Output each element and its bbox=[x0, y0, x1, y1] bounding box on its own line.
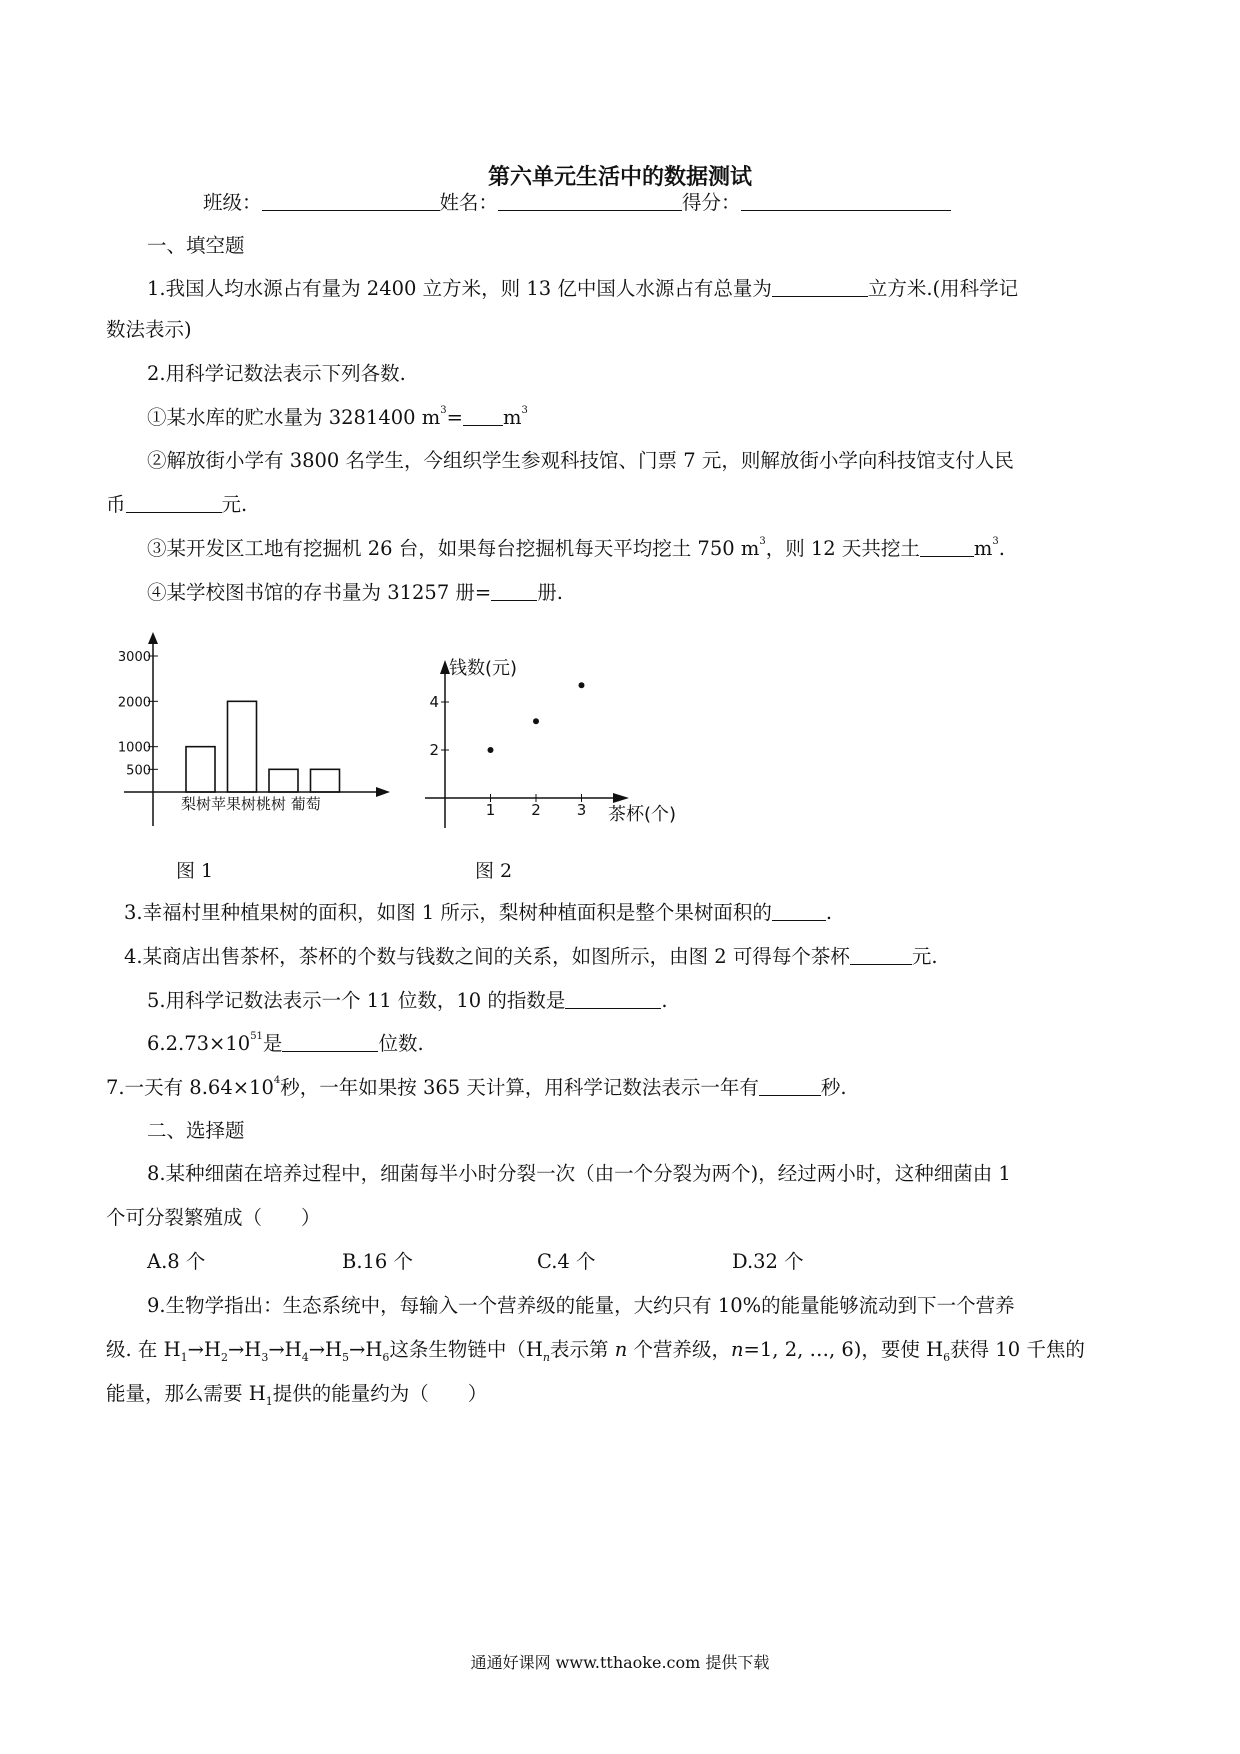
option-d: D.32 个 bbox=[732, 1250, 804, 1273]
question-4-text-end: 元. bbox=[911, 945, 938, 968]
subscript: 5 bbox=[342, 1350, 350, 1364]
bar-桃树 bbox=[269, 769, 298, 792]
class-label: 班级： bbox=[203, 191, 262, 214]
answer-blank bbox=[772, 274, 868, 297]
q9-arrow: →H bbox=[349, 1338, 383, 1361]
section-heading-choice: 二、选择题 bbox=[147, 1119, 245, 1142]
figure-1-caption: 图 1 bbox=[176, 860, 214, 882]
question-9-line2 bbox=[106, 1336, 1085, 1364]
figure-2-scatter-chart bbox=[415, 650, 715, 830]
q9-text: 级. 在 H bbox=[106, 1338, 181, 1361]
q9-text: 个营养级， bbox=[627, 1338, 731, 1361]
question-1-line2: 数法表示) bbox=[106, 318, 192, 341]
y-tick-label: 3000 bbox=[117, 650, 151, 665]
question-4-text: 4.某商店出售茶杯，茶杯的个数与钱数之间的关系，如图所示，由图 2 可得每个茶杯 bbox=[124, 945, 850, 968]
q9-text: 获得 10 千焦的 bbox=[950, 1338, 1085, 1361]
x-axis-arrow-icon bbox=[376, 787, 390, 797]
question-7 bbox=[106, 1073, 847, 1102]
question-6-text-mid: 是 bbox=[262, 1032, 283, 1055]
question-2-part4 bbox=[147, 578, 563, 607]
answer-blank bbox=[282, 1029, 378, 1052]
subscript: 6 bbox=[382, 1350, 390, 1364]
bar-苹果树 bbox=[228, 701, 257, 792]
question-7-text: 7.一天有 8.64×10 bbox=[106, 1076, 274, 1099]
superscript: 4 bbox=[273, 1074, 281, 1086]
name-label: 姓名： bbox=[439, 191, 499, 214]
header-info-line bbox=[203, 188, 951, 217]
q9-arrow: →H bbox=[268, 1338, 302, 1361]
y-tick-label: 1000 bbox=[117, 740, 151, 756]
superscript: 3 bbox=[759, 535, 766, 547]
subscript: 1 bbox=[180, 1350, 188, 1364]
q9-text: 表示第 bbox=[550, 1338, 615, 1361]
q9-text: 提供的能量约为（ ） bbox=[272, 1382, 488, 1405]
subscript: 4 bbox=[301, 1350, 309, 1364]
superscript: 3 bbox=[992, 535, 999, 547]
period: . bbox=[661, 989, 668, 1012]
section-heading-fill: 一、填空题 bbox=[147, 234, 245, 257]
y-tick-label: 4 bbox=[429, 693, 439, 711]
y-axis-arrow-icon bbox=[148, 632, 158, 644]
question-4 bbox=[124, 942, 938, 971]
option-a: A.8 个 bbox=[147, 1250, 206, 1273]
question-7-text-end: 秒. bbox=[820, 1076, 847, 1099]
question-1-line1 bbox=[147, 274, 1018, 303]
part3-text: ③某开发区工地有挖掘机 26 台，如果每台挖掘机每天平均挖土 750 m bbox=[147, 537, 760, 560]
bar-葡萄 bbox=[311, 769, 340, 792]
question-8-line2: 个可分裂繁殖成（ ） bbox=[106, 1206, 321, 1229]
answer-blank bbox=[920, 534, 974, 557]
question-5 bbox=[147, 986, 668, 1015]
q9-arrow: →H bbox=[227, 1338, 262, 1361]
x-axis-label: 茶杯(个) bbox=[608, 804, 677, 825]
question-9-line1: 9.生物学指出：生态系统中，每输入一个营养级的能量，大约只有 10%的能量能够流动到下一个营养 bbox=[147, 1294, 1015, 1317]
answer-blank bbox=[126, 490, 222, 513]
variable-n: n bbox=[730, 1338, 744, 1361]
name-blank bbox=[498, 188, 682, 211]
y-tick-label: 2000 bbox=[117, 695, 151, 711]
answer-blank bbox=[463, 403, 503, 426]
question-6-text-end: 位数. bbox=[378, 1032, 424, 1055]
superscript: 3 bbox=[521, 404, 528, 416]
data-point bbox=[488, 747, 494, 753]
part2-text: 币 bbox=[106, 493, 126, 516]
superscript: 3 bbox=[440, 404, 447, 416]
question-2-part1 bbox=[147, 403, 528, 432]
q9-text: 能量，那么需要 H bbox=[106, 1382, 266, 1405]
question-9-line3 bbox=[106, 1380, 487, 1408]
unit: m bbox=[502, 406, 522, 429]
part1-equals: = bbox=[446, 406, 463, 429]
question-2-part2-line1: ②解放街小学有 3800 名学生，今组织学生参观科技馆、门票 7 元，则解放街小学向科技馆支付人民 bbox=[147, 449, 1014, 472]
option-b: B.16 个 bbox=[342, 1250, 414, 1273]
question-3-text: 3.幸福村里种植果树的面积，如图 1 所示，梨树种植面积是整个果树面积的 bbox=[124, 901, 772, 924]
answer-blank bbox=[759, 1073, 821, 1096]
answer-blank bbox=[772, 898, 826, 921]
page-title: 第六单元生活中的数据测试 bbox=[487, 165, 752, 190]
superscript: 51 bbox=[250, 1030, 263, 1042]
page-footer: 通通好课网 www.tthaoke.com 提供下载 bbox=[470, 1653, 770, 1672]
question-2-part2-line2 bbox=[106, 490, 247, 519]
bar-梨树 bbox=[186, 747, 215, 792]
period: . bbox=[825, 901, 833, 924]
x-tick-label: 3 bbox=[576, 801, 587, 819]
part3-text-mid: ，则 12 天共挖土 bbox=[765, 537, 920, 560]
answer-blank bbox=[565, 986, 661, 1009]
q9-arrow: →H bbox=[187, 1338, 221, 1361]
part1-text: ①某水库的贮水量为 3281400 m bbox=[147, 406, 441, 429]
q9-text: =1, 2, …, 6)，要使 H bbox=[743, 1338, 944, 1361]
data-point bbox=[533, 718, 539, 724]
subscript: 2 bbox=[220, 1350, 228, 1364]
question-2-intro: 2.用科学记数法表示下列各数. bbox=[147, 362, 406, 385]
question-6 bbox=[147, 1029, 424, 1058]
x-category-labels: 梨树苹果树桃树 葡萄 bbox=[181, 795, 321, 813]
data-point bbox=[579, 682, 585, 688]
question-1-text-end: 立方米.(用科学记 bbox=[867, 277, 1019, 300]
x-axis-arrow-icon bbox=[613, 793, 629, 803]
x-tick-label: 1 bbox=[485, 801, 496, 819]
variable-n: n bbox=[614, 1338, 628, 1361]
question-2-part3 bbox=[147, 534, 1005, 563]
question-1-text: 1.我国人均水源占有量为 2400 立方米，则 13 亿中国人水源占有总量为 bbox=[147, 277, 772, 300]
period: . bbox=[998, 537, 1005, 560]
x-tick-label: 2 bbox=[531, 801, 541, 819]
score-blank bbox=[741, 188, 951, 211]
question-8-line1: 8.某种细菌在培养过程中，细菌每半小时分裂一次（由一个分裂为两个)，经过两小时，这种细菌由 1 bbox=[147, 1162, 1011, 1185]
subscript: 1 bbox=[265, 1394, 273, 1408]
q9-text: 这条生物链中（H bbox=[389, 1338, 543, 1361]
subscript: n bbox=[542, 1350, 551, 1364]
unit: m bbox=[973, 537, 993, 560]
figure-1-bar-chart bbox=[110, 628, 400, 833]
y-axis-label: 钱数(元) bbox=[449, 658, 518, 679]
answer-blank bbox=[850, 942, 912, 965]
question-3 bbox=[124, 898, 832, 927]
subscript: 6 bbox=[943, 1350, 951, 1364]
part4-text-end: 册. bbox=[537, 581, 563, 604]
part2-text-end: 元. bbox=[221, 493, 248, 516]
figure-2-caption: 图 2 bbox=[475, 860, 513, 882]
answer-blank bbox=[491, 578, 537, 601]
option-c: C.4 个 bbox=[537, 1250, 596, 1273]
y-tick-label: 500 bbox=[126, 763, 151, 779]
question-5-text: 5.用科学记数法表示一个 11 位数，10 的指数是 bbox=[147, 989, 566, 1012]
score-label: 得分： bbox=[682, 191, 741, 214]
question-7-text-mid: 秒，一年如果按 365 天计算，用科学记数法表示一年有 bbox=[280, 1076, 759, 1099]
class-blank bbox=[262, 188, 440, 211]
part4-text: ④某学校图书馆的存书量为 31257 册= bbox=[147, 581, 492, 604]
y-tick-label: 2 bbox=[429, 741, 439, 759]
q9-arrow: →H bbox=[308, 1338, 343, 1361]
subscript: 3 bbox=[261, 1350, 269, 1364]
question-6-text: 6.2.73×10 bbox=[147, 1032, 251, 1055]
